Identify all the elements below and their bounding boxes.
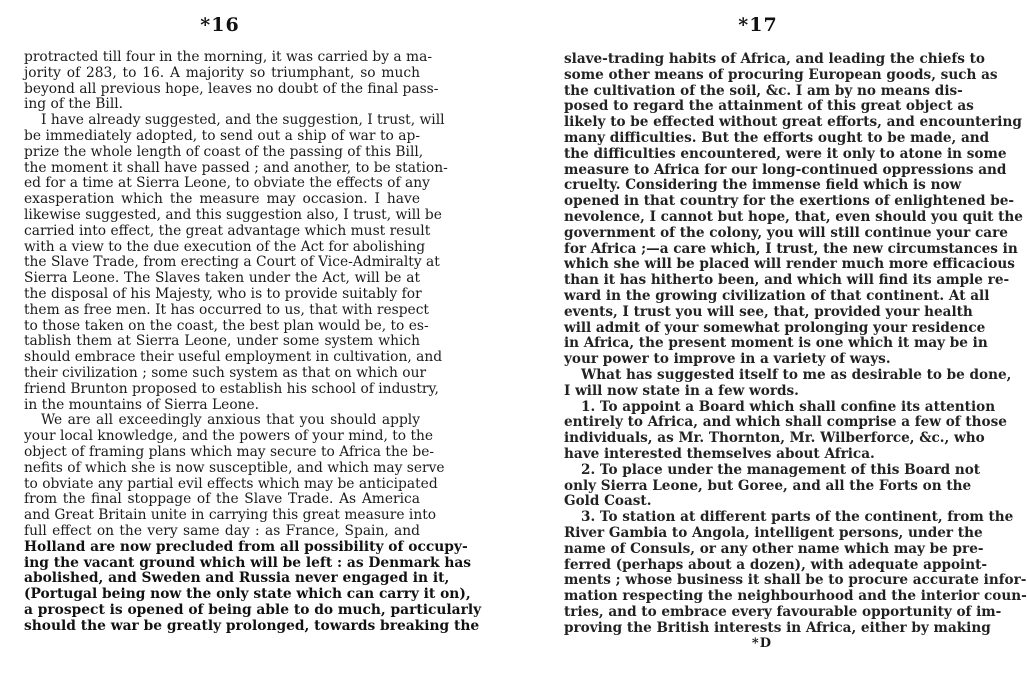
text-line: likely to be effected without great efforts, and encountering bbox=[564, 114, 1022, 131]
text-line: nevolence, I cannot but hope, that, even should you quit the bbox=[564, 208, 1023, 225]
text-line: for Africa ;—a care which, I trust, the new circumstances in bbox=[564, 240, 1018, 257]
text-line: have interested themselves about Africa. bbox=[564, 445, 875, 462]
text-line: proving the British interests in Africa, either by making bbox=[564, 619, 991, 636]
text-line: name of Consuls, or any other name which may be pre- bbox=[564, 540, 984, 557]
text-line: and Great Britain unite in carrying this great measure into bbox=[24, 507, 437, 524]
text-line: 1. To appoint a Board which shall confine its attention bbox=[581, 398, 996, 415]
text-line: object of framing plans which may secure to Africa the be- bbox=[24, 443, 435, 460]
text-line: the difficulties encountered, were it only to atone in some bbox=[564, 145, 1007, 162]
text-line: than it has hitherto been, and which will find its ample re- bbox=[564, 272, 1010, 289]
text-line: tries, and to embrace every favourable opportunity of im- bbox=[564, 603, 1002, 620]
text-line: 2. To place under the management of this Board not bbox=[581, 461, 981, 478]
text-line: friend Brunton proposed to establish his school of industry, bbox=[24, 380, 439, 397]
text-line: slave-trading habits of Africa, and leading the chiefs to bbox=[564, 51, 985, 67]
text-line: to those taken on the coast, the best plan would be, to es- bbox=[24, 317, 429, 334]
text-line: from the final stoppage of the Slave Trade. As America bbox=[24, 491, 420, 508]
text-line: ferred (perhaps about a dozen), with adequate appoint- bbox=[564, 556, 988, 573]
text-line: ing of the Bill. bbox=[24, 96, 124, 113]
text-line: a prospect is opened of being able to do much, particularly bbox=[24, 601, 482, 618]
right-page-number: *17 bbox=[738, 14, 778, 36]
text-line: events, I trust you will see, that, provided your health bbox=[564, 303, 973, 320]
text-line: I will now state in a few words. bbox=[564, 382, 799, 399]
text-line: your power to improve in a variety of ways. bbox=[564, 351, 891, 368]
left-page bbox=[20, 0, 482, 676]
text-line: with a view to the due execution of the Act for abolishing bbox=[24, 238, 426, 255]
left-page-number: *16 bbox=[200, 14, 240, 36]
text-line: mation respecting the neighbourhood and the interior coun- bbox=[564, 588, 1027, 605]
text-line: measure to Africa for our long-continued oppressions and bbox=[564, 161, 1007, 178]
text-line: tablish them at Sierra Leone, under some system which bbox=[24, 333, 420, 350]
text-line: River Gambia to Angola, intelligent persons, under the bbox=[564, 524, 983, 541]
text-line: should embrace their useful employment in cultivation, and bbox=[24, 349, 443, 366]
text-line: to obviate any partial evil effects which may be anticipated bbox=[24, 475, 438, 492]
text-line: full effect on the very same day : as France, Spain, and bbox=[24, 522, 420, 539]
text-line: them as free men. It has occurred to us, that with respect bbox=[24, 301, 429, 318]
text-line: some other means of procuring European goods, such as bbox=[564, 66, 998, 83]
text-line: Sierra Leone. The Slaves taken under the Act, will be at bbox=[24, 270, 420, 287]
text-line: protracted till four in the morning, it was carried by a ma- bbox=[24, 49, 433, 65]
text-line: ed for a time at Sierra Leone, to obviate the effects of any bbox=[24, 175, 430, 192]
text-line: abolished, and Sweden and Russia never engaged in it, bbox=[24, 570, 450, 587]
text-line: Gold Coast. bbox=[564, 493, 652, 510]
text-line: the Slave Trade, from erecting a Court of Vice-Admiralty at bbox=[24, 254, 440, 271]
text-line: Holland are now precluded from all possibility of occupy- bbox=[24, 538, 468, 555]
text-line: only Sierra Leone, but Goree, and all the Forts on the bbox=[564, 477, 972, 494]
text-line: their civilization ; some such system as that on which our bbox=[24, 364, 427, 381]
text-line: the disposal of his Majesty, who is to provide suitably for bbox=[24, 285, 422, 302]
text-line: nefits of which she is now susceptible, and which may serve bbox=[24, 459, 445, 476]
right-page-text bbox=[564, 51, 1027, 636]
text-line: will admit of your somewhat prolonging your residence bbox=[564, 319, 986, 336]
text-line: cruelty. Considering the immense field which is now bbox=[564, 177, 962, 194]
text-line: the cultivation of the soil, &c. I am by no means dis- bbox=[564, 82, 963, 99]
text-line: ing the vacant ground which will be left : as Denmark has bbox=[24, 554, 472, 571]
text-line: ments ; whose business it shall be to procure accurate infor- bbox=[564, 572, 1027, 589]
text-line: which she will be placed will render much more efficacious bbox=[564, 256, 1015, 273]
text-line: government of the colony, you will still continue your care bbox=[564, 224, 1008, 241]
text-line: likewise suggested, and this suggestion also, I trust, will be bbox=[24, 206, 442, 223]
text-line: individuals, as Mr. Thornton, Mr. Wilberforce, &c., who bbox=[564, 430, 985, 447]
text-line: I have already suggested, and the suggestion, I trust, will bbox=[41, 112, 445, 129]
text-line: your local knowledge, and the powers of your mind, to the bbox=[24, 428, 434, 445]
text-line: entirely to Africa, and which shall comprise a few of those bbox=[564, 414, 1007, 431]
right-page bbox=[560, 0, 1027, 676]
text-line: should the war be greatly prolonged, towards breaking the bbox=[24, 617, 480, 634]
text-line: in the mountains of Sierra Leone. bbox=[24, 396, 260, 413]
text-line: carried into effect, the great advantage which must result bbox=[24, 222, 431, 239]
text-line: opened in that country for the exertions of enlightened be- bbox=[564, 193, 1015, 210]
text-line: ward in the growing civilization of that continent. At all bbox=[564, 287, 990, 304]
left-page-text bbox=[24, 49, 482, 634]
text-line: jority of 283, to 16. A majority so triumphant, so much bbox=[24, 64, 420, 81]
text-line: 3. To station at different parts of the continent, from the bbox=[581, 509, 1014, 526]
text-line: many difficulties. But the efforts ought to be made, and bbox=[564, 129, 990, 146]
signature-mark: *D bbox=[751, 636, 772, 651]
text-line: exasperation which the measure may occasion. I have bbox=[24, 191, 420, 208]
text-line: in Africa, the present moment is one which it may be in bbox=[564, 335, 988, 352]
text-line: prize the whole length of coast of the passing of this Bill, bbox=[24, 143, 424, 160]
text-line: the moment it shall have passed ; and another, to be station- bbox=[24, 159, 448, 176]
text-line: What has suggested itself to me as desirable to be done, bbox=[581, 366, 1012, 383]
text-line: posed to regard the attainment of this great object as bbox=[564, 98, 974, 115]
text-line: We are all exceedingly anxious that you should apply bbox=[41, 412, 420, 429]
text-line: be immediately adopted, to send out a ship of war to ap- bbox=[24, 127, 420, 144]
text-line: beyond all previous hope, leaves no doubt of the final pass- bbox=[24, 80, 439, 97]
text-line: (Portugal being now the only state which can carry it on), bbox=[24, 586, 471, 603]
